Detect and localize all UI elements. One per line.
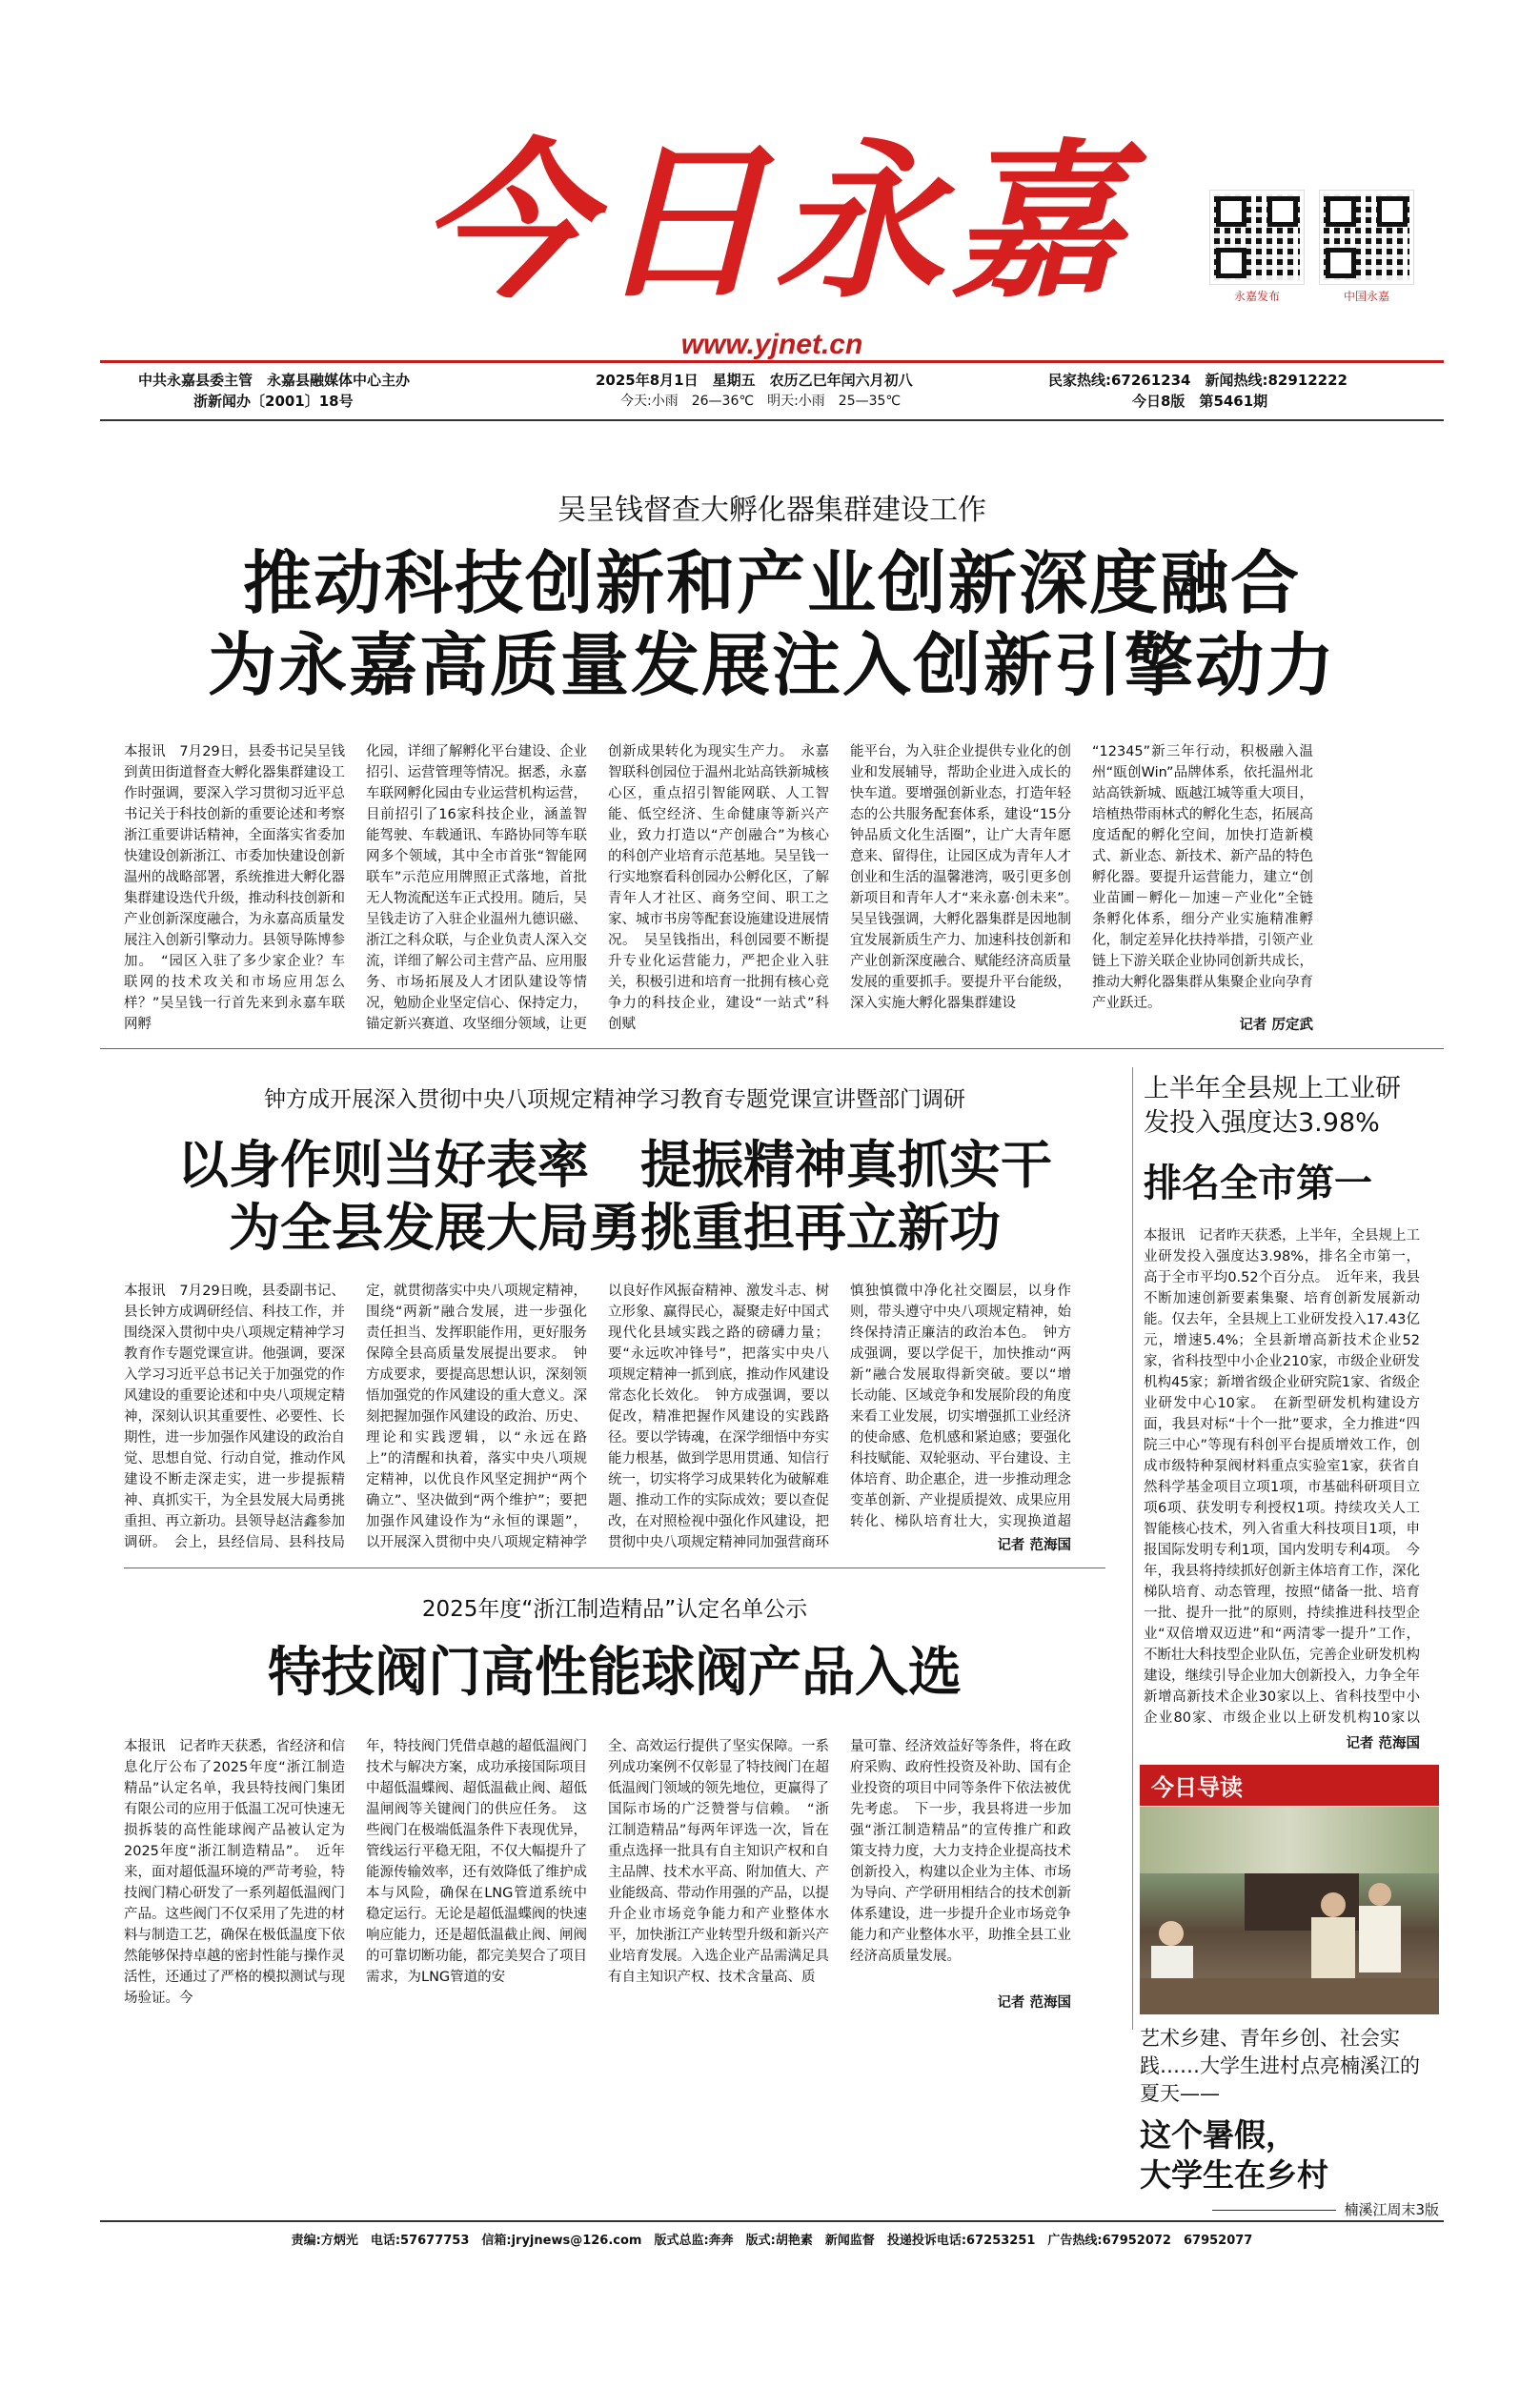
sidebar-kicker-line-1: 上半年全县规上工业研	[1144, 1074, 1401, 1103]
lead-column-4: 能平台，为入驻企业提供专业化的创业和发展辅导，帮助企业进入成长的快车道。要增强创新业态，打造年轻态的公共服务配套体系，建设“15分钟品质文化生活圈”，让广大青年愿意来、留得住，让园区成为青年人才创业和生活的温馨港湾，吸引更多创新项目和青年人才“来永嘉·创未来”。 吴呈钱强调，大孵化器集群是因地制宜发展新质生产力、加速科技创新和产业创新深度融合、赋能经济高质量发展的重要抓手。要提升平台能级，深入实施大孵化器集群建设	[850, 744, 1071, 1011]
today-read-teaser: 艺术乡建、青年乡创、社会实践……大学生进村点亮楠溪江的夏天——	[1140, 2027, 1420, 2105]
today-read-source[interactable]: 楠溪江周末3版	[1344, 2201, 1439, 2218]
sidebar-kicker	[1144, 1072, 1429, 1141]
third-column-3: 全、高效运行提供了坚实保障。一系列成功案例不仅彰显了特技阀门在超低温阀门领域的领先地位，更赢得了国际市场的广泛赞誉与信赖。 “浙江制造精品”每两年评选一次，旨在重点选择一批具有自主知识产权和自主品牌、技术水平高、附加值大、产业能级高、带动作用强的产品，以提升企业市场竞争能力和产业整体水平，加快浙江产业转型升级和新兴产业培育发展。入选企业产品需满足具有自主知识产权、技术含量高、质	[608, 1739, 829, 1985]
masthead-rule	[100, 360, 1444, 363]
second-headline-2[interactable]: 为全县发展大局勇挑重担再立新功	[229, 1197, 1001, 1258]
today-read-headline-1: 这个暑假，	[1140, 2116, 1297, 2154]
today-read-label: 今日导读	[1140, 1765, 1439, 1806]
registration-number: 浙新闻办〔2001〕18号	[193, 393, 354, 410]
lead-column-2: 化园，详细了解孵化平台建设、企业招引、运营管理等情况。据悉，永嘉车联网孵化园由专业运营机构运营，目前招引了16家科技企业，涵盖智能驾驶、车载通讯、车路协同等车联网多个领域，其中全市首张“智能网联车”示范应用牌照正式落地，首批无人物流配送车正式投用。随后，吴呈钱走访了入驻企业温州九德识磁、浙江之科众联，与企业负责人深入交流，详细了解公司主营产品、应用服务、市场拓展及人才团队建设等情况，勉励企业坚定信心、保持定力，锚定新兴赛道、攻坚细分领域，让更	[366, 744, 587, 1032]
lead-column-5: “12345”新三年行动，积极融入温州“瓯创Win”品牌体系，依托温州北站高铁新城、瓯越江城等重大项目，培植热带雨林式的孵化生态，拓展高度适配的孵化空间，加快打造新模式、新业态、新技术、新产品的特色孵化器。要提升运营能力，建立“创业苗圃－孵化－加速－产业化”全链条孵化体系，细分产业实施精准孵化，制定差异化扶持举措，引领产业链上下游关联企业协同创新共成长，推动大孵化器集群从集聚企业向孕育产业跃迁。	[1092, 744, 1313, 1011]
qr-label-2: 中国永嘉	[1343, 290, 1389, 303]
foliage-bg	[1140, 1807, 1439, 1873]
floor	[1140, 1978, 1439, 2014]
hotline-info	[1048, 370, 1391, 412]
third-column-1: 本报讯 记者昨天获悉，省经济和信息化厅公布了2025年度“浙江制造精品”认定名单，我县特技阀门集团有限公司的应用于低温工况可快速无损拆装的高性能球阀产品被认定为2025年度“浙江制造精品”。 近年来，面对超低温环境的严苛考验，特技阀门精心研发了一系列超低温阀门产品。这些阀门不仅采用了先进的材料与制造工艺，确保在极低温度下依然能够保持卓越的密封性能与操作灵活性，还通过了严格的模拟测试与现场验证。今	[124, 1739, 345, 2006]
today-read-source-line	[1140, 2199, 1439, 2219]
sidebar-body: 本报讯 记者昨天获悉，上半年，全县规上工业研发投入强度达3.98%，排名全市第一，高于全市平均0.52个百分点。 近年来，我县不断加速创新要素集聚、培育创新发展新动能。仅去年，全县规上工业研发投入17.43亿元，增速5.4%；全县新增高新技术企业52家，省科技型中小企业210家，市级企业研发机构45家；新增省级企业研究院1家、省级企业研发中心10家。 在新型研发机构建设方面，我县对标“十个一批”要求，全力推进“四院三中心”等现有科创平台提质增效工作，创成市级特种泵阀材料重点实验室1家，获省自然科学基金项目立项1项，市基础科研项目立项6项、获发明专利授权1项。持续攻关人工智能核心技术，列入省重大科技项目1项，申报国际发明专利1项，国内发明专利4项。 今年，我县将持续抓好创新主体培育工作，深化梯队培育、动态管理，按照“储备一批、培育一批、提升一批”的原则，持续推进科技型企业“双倍增双迈进”和“两清零一提升”工作，不断壮大科技型企业队伍，完善企业研发机构建设，继续引导企业加大创新投入，力争全年新增高新技术企业30家以上、省科技型中小企业80家、市级企业以上研发机构10家以	[1144, 1228, 1420, 1726]
weather: 今天:小雨 26—36℃ 明天:小雨 25—35℃	[620, 394, 902, 409]
person-head-1	[1159, 1921, 1184, 1946]
qr-label-1: 永嘉发布	[1233, 290, 1280, 303]
person-head-3	[1368, 1883, 1391, 1906]
person-head-2	[1321, 1892, 1346, 1917]
lead-column-3: 创新成果转化为现实生产力。 永嘉智联科创园位于温州北站高铁新城核心区，重点招引智能网联、人工智能、低空经济、生命健康等新兴产业，致力打造以“产创融合”为核心的科创产业培育示范基地。吴呈钱一行实地察看科创园办公孵化区，了解青年人才社区、商务空间、职工之家、城市书房等配套设施建设进展情况。 吴呈钱指出，科创园要不断提升专业化运营能力，严把企业入驻关，积极引进和培育一批拥有核心竞争力的科技企业，建设“一站式”科创赋	[608, 744, 829, 1032]
lead-column-1: 本报讯 7月29日，县委书记吴呈钱到黄田街道督查大孵化器集群建设工作时强调，要深入学习贯彻习近平总书记关于科技创新的重要论述和考察浙江重要讲话精神，全面落实省委加快建设创新浙江、市委加快建设创新温州的战略部署，系统推进大孵化器集群建设迭代升级，推动科技创新和产业创新深度融合，为永嘉高质量发展注入创新引擎动力。县领导陈博参加。 “园区入驻了多少家企业？车联网的技术攻关和市场应用怎么样？”吴呈钱一行首先来到永嘉车联网孵	[124, 744, 345, 1032]
lead-headline-2[interactable]: 为永嘉高质量发展注入创新引擎动力	[207, 625, 1336, 705]
second-byline: 记者 范海国	[997, 1538, 1071, 1553]
second-column-1: 本报讯 7月29日晚，县委副书记、县长钟方成调研经信、科技工作，并围绕深入贯彻中央八项规定精神学习教育作专题党课宣讲。他强调，要深入学习习近平总书记关于加强党的作风建设的重要论述和中央八项规定精神，深刻认识其重要性、必要性、长期性，进一步加强作风建设的政治自觉、思想自觉、行动自觉，推动作风建设不断走深走实，进一步提振精神、真抓实干，为全县发展大局勇挑重担、再立新功。县领导赵洁鑫参加调研。 会上，县经信局、县科技局	[124, 1284, 345, 1550]
publisher-line: 中共永嘉县委主管 永嘉县融媒体中心主办	[138, 372, 411, 389]
person-body-3	[1359, 1906, 1401, 1972]
date-weather-info	[596, 370, 996, 412]
today-read-photo[interactable]	[1140, 1807, 1439, 2014]
sidebar-byline: 记者 范海国	[1346, 1736, 1420, 1751]
hotlines: 民家热线:67261234 新闻热线:82912222	[1048, 372, 1348, 389]
third-headline[interactable]: 特技阀门高性能球阀产品入选	[268, 1641, 962, 1704]
footer-credits: 责编:方炳光 电话:57677753 信箱:jryjnews@126.com 版式总监:奔奔 版式:胡艳素 新闻监督 投递投诉电话:67253251 广告热线:67952072 67952077	[291, 2234, 1253, 2248]
sidebar-headline[interactable]: 排名全市第一	[1144, 1161, 1372, 1205]
issue-number: 今日8版 第5461期	[1132, 393, 1268, 410]
masthead-title: 今日永嘉	[419, 121, 1129, 321]
info-rule	[100, 419, 1444, 421]
section-divider	[100, 1048, 1444, 1049]
sidebar-kicker-line-2: 发投入强度达3.98%	[1144, 1108, 1380, 1138]
website-url[interactable]: www.yjnet.cn	[680, 329, 863, 360]
third-byline: 记者 范海国	[997, 1995, 1071, 2011]
third-kicker: 2025年度“浙江制造精品”认定名单公示	[421, 1597, 808, 1622]
publisher-info	[138, 370, 481, 412]
issue-date: 2025年8月1日 星期五 农历乙巳年闰六月初八	[596, 372, 913, 389]
second-column-3: 以良好作风振奋精神、激发斗志、树立形象、赢得民心，凝聚走好中国式现代化县域实践之路的磅礴力量；要“永远吹冲锋号”，把落实中央八项规定精神一抓到底，推动作风建设常态化长效化。 钟方成强调，要以促改，精准把握作风建设的实践路径。要以学铸魂，在深学细悟中夯实能力根基，做到学思用贯通、知信行统一，切实将学习成果转化为破解难题、推动工作的实际成效；要以查促改，在对照检视中强化作风建设，把贯彻中央八项规定精神同加强营商环	[608, 1284, 829, 1550]
person-body-2	[1311, 1917, 1355, 1978]
today-read-headline[interactable]	[1140, 2115, 1439, 2195]
second-headline-1[interactable]: 以身作则当好表率 提振精神真抓实干	[177, 1134, 1052, 1195]
third-column-4: 量可靠、经济效益好等条件，将在政府采购、政府性投资及补助、国有企业投资的项目中同等条件下依法被优先考虑。 下一步，我县将进一步加强“浙江制造精品”的宣传推广和政策支持力度，大力支持企业提高技术创新投入，构建以企业为主体、市场为导向、产学研用相结合的技术创新体系建设，进一步提升企业市场竞争能力和产业整体水平，助推全县工业经济高质量发展。	[850, 1739, 1071, 1964]
footer-rule	[100, 2220, 1444, 2222]
lead-kicker: 吴呈钱督查大孵化器集群建设工作	[557, 494, 986, 527]
source-dash	[1212, 2210, 1336, 2211]
lead-byline: 记者 厉定武	[1239, 1018, 1313, 1033]
second-kicker: 钟方成开展深入贯彻中央八项规定精神学习教育专题党课宣讲暨部门调研	[264, 1087, 965, 1112]
second-column-2: 定，就贯彻落实中央八项规定精神，围绕“两新”融合发展，进一步强化责任担当、发挥职能作用，更好服务保障全县高质量发展提出要求。 钟方成要求，要提高思想认识，深刻领悟加强党的作风建设的重大意义。深刻把握加强作风建设的政治、历史、理论和实践逻辑，以“永远在路上”的清醒和执着，落实中央八项规定精神，以优良作风坚定拥护“两个确立”、坚决做到“两个维护”；要把加强作风建设作为“永恒的课题”，以开展深入贯彻中央八项规定精神学	[366, 1284, 587, 1550]
third-column-2: 年，特技阀门凭借卓越的超低温阀门技术与解决方案，成功承接国际项目中超低温蝶阀、超低温截止阀、超低温闸阀等关键阀门的供应任务。 这些阀门在极端低温条件下表现优异，管线运行平稳无阻，不仅大幅提升了能源传输效率，还有效降低了维护成本与风险，确保在LNG管道系统中稳定运行。无论是超低温蝶阀的快速响应能力，还是超低温截止阀、闸阀的可靠切断功能，都完美契合了项目需求，为LNG管道的安	[366, 1739, 587, 1985]
lead-headline-1[interactable]: 推动科技创新和产业创新深度融合	[242, 543, 1301, 623]
masthead-logo	[367, 110, 1182, 321]
sidebar-divider	[1132, 1067, 1133, 2030]
second-column-4: 慎独慎微中净化社交圈层，以身作则，带头遵守中央八项规定精神，始终保持清正廉洁的政治本色。 钟方成强调，要以学促干，加快推动“两新”融合发展取得新突破。要以“增长动能、区域竞争和发展阶段的角度来看工业发展，切实增强抓工业经济的使命感、危机感和紧迫感；要强化科技赋能、双轮驱动、平台建设、主体培育、助企惠企，进一步推动理念变革创新、产业提质提效、成果应用转化、梯队培育壮大，实现换道超	[850, 1284, 1071, 1529]
today-read-headline-2: 大学生在乡村	[1140, 2156, 1328, 2194]
